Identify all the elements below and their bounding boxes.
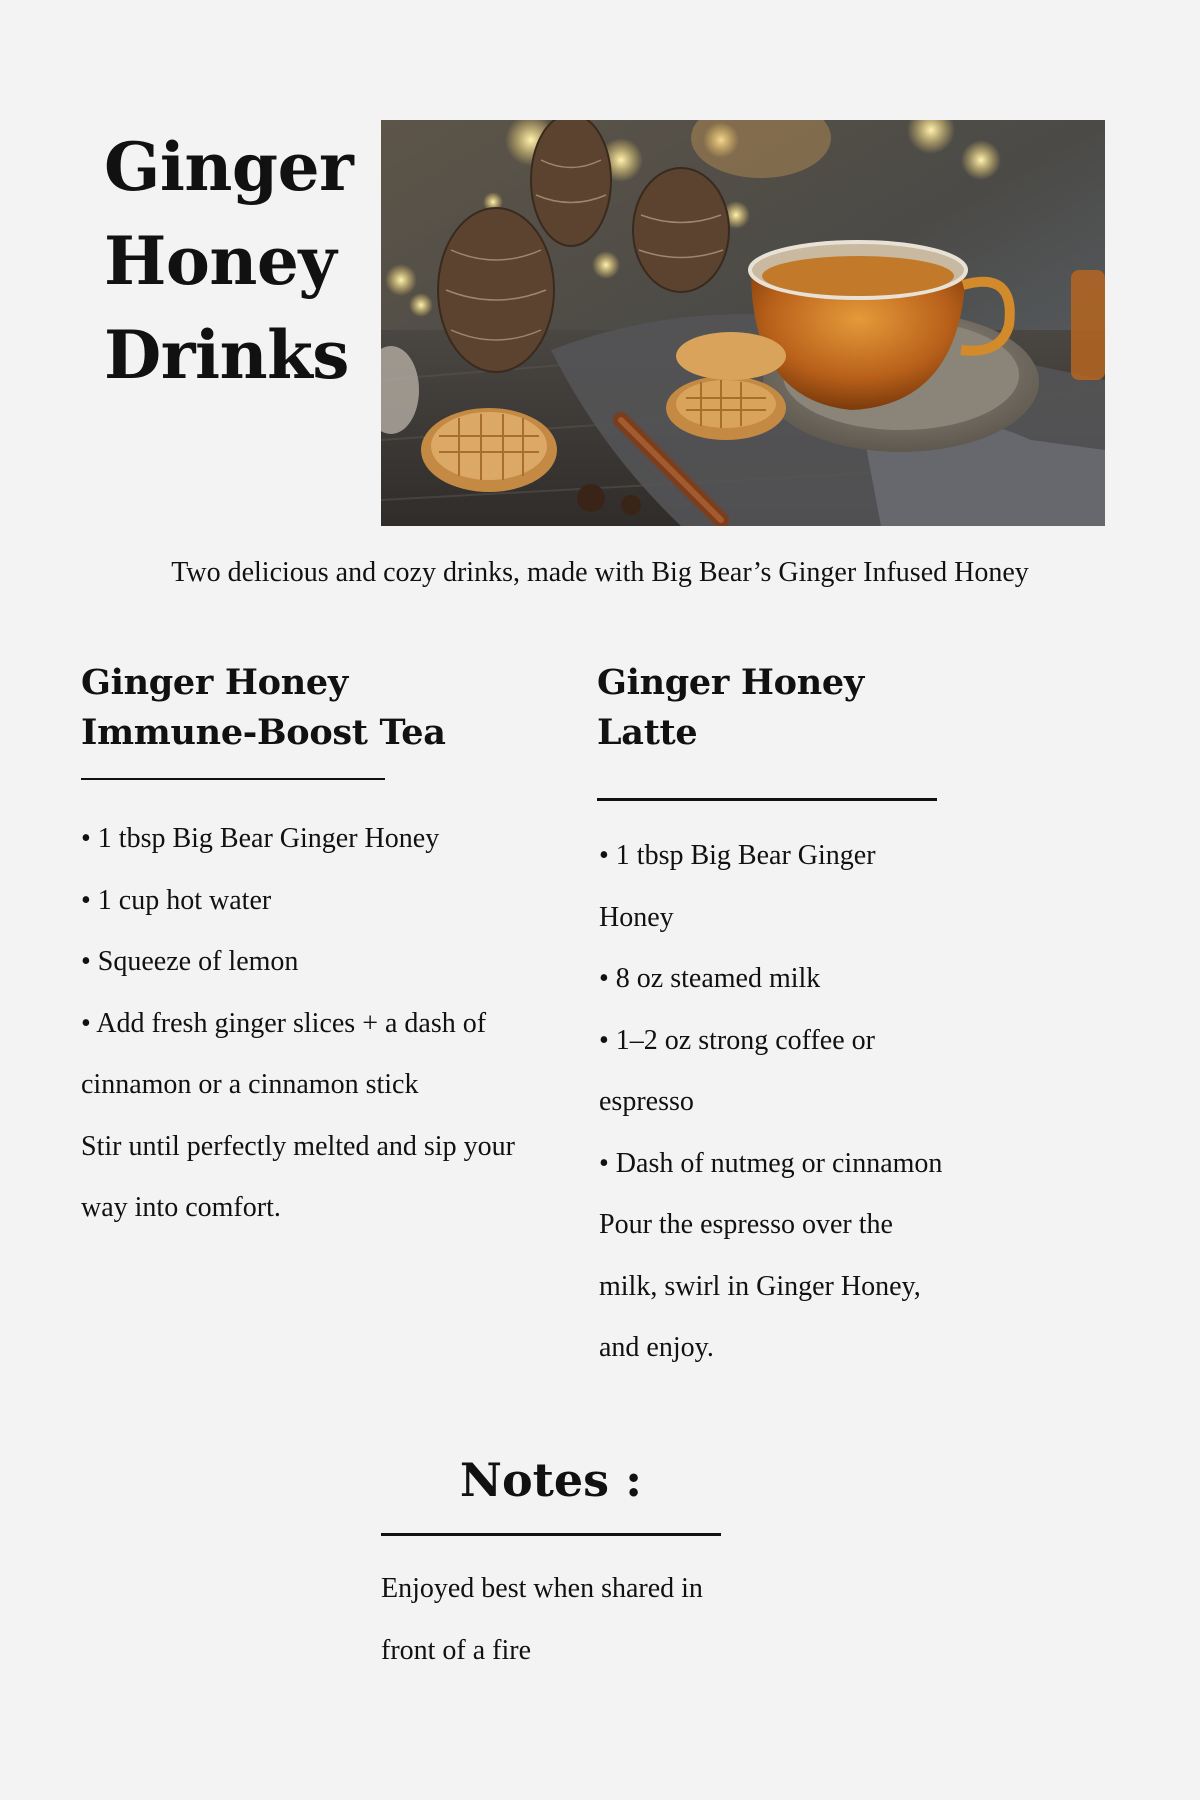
subtitle: Two delicious and cozy drinks, made with Big Bear’s Ginger Infused Honey <box>171 557 1029 588</box>
recipe-title: Ginger Honey Latte <box>597 662 864 753</box>
page-title <box>104 120 353 402</box>
recipe-body <box>81 808 521 1239</box>
recipe-latte <box>597 658 957 1379</box>
recipe-line: • 8 oz steamed milk <box>599 963 821 994</box>
recipe-body <box>597 825 957 1379</box>
recipe-line: • 1–2 oz strong coffee or espresso <box>599 1024 875 1117</box>
notes-text: Enjoyed best when shared in front of a fire <box>381 1573 703 1666</box>
recipe-line: • 1 tbsp Big Bear Ginger Honey <box>599 840 876 933</box>
divider <box>597 798 937 801</box>
recipe-line: • 1 tbsp Big Bear Ginger Honey <box>81 823 440 854</box>
divider <box>381 1533 721 1536</box>
notes-heading: Notes : <box>459 1453 643 1507</box>
divider <box>81 778 385 780</box>
title-line: Honey <box>104 222 337 300</box>
tea-cup-photo-icon <box>381 120 1105 526</box>
recipe-line: • 1 cup hot water <box>81 884 272 916</box>
title-line: Drinks <box>104 316 349 394</box>
recipe-title: Ginger Honey Immune-Boost Tea <box>81 662 446 753</box>
recipe-line: • Dash of nutmeg or cinnamon <box>599 1147 943 1179</box>
recipe-line: • Squeeze of lemon <box>81 946 299 977</box>
recipe-tea <box>81 658 521 1239</box>
notes-section <box>381 1445 781 1682</box>
recipe-line: • Add fresh ginger slices + a dash of cinnamon or a cinnamon stick <box>81 1007 487 1100</box>
recipe-line: Stir until perfectly melted and sip your way into comfort. <box>81 1130 515 1223</box>
hero-image <box>381 120 1105 526</box>
title-line: Ginger <box>104 128 354 206</box>
recipe-line: Pour the espresso over the milk, swirl in Ginger Honey, and enjoy. <box>599 1209 921 1363</box>
